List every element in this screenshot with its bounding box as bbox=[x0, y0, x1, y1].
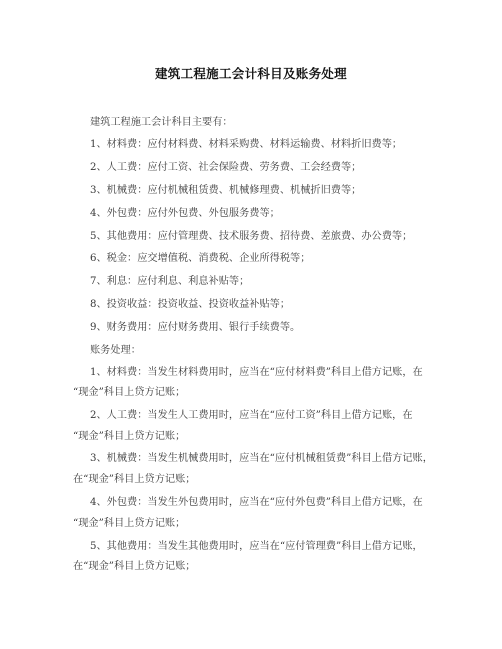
subject-item-2: 2、人工费：应付工资、社会保险费、劳务费、工会经费等； bbox=[90, 162, 362, 173]
intro-text: 建筑工程施工会计科目主要有： bbox=[90, 117, 233, 128]
subject-item-6: 6、税金：应交增值税、消费税、企业所得税等； bbox=[90, 253, 311, 264]
processing-item-2-line1: 2、人工费：当发生人工费用时，应当在“应付工资”科目上借方记账，在 bbox=[90, 410, 413, 421]
subject-item-5: 5、其他费用：应付管理费、技术服务费、招待费、差旅费、办公费等； bbox=[90, 231, 413, 242]
processing-item-1-line2: “现金”科目上贷方记账； bbox=[73, 387, 186, 398]
subject-item-9: 9、财务费用：应付财务费用、银行手续费等。 bbox=[90, 322, 301, 333]
processing-item-1-line1: 1、材料费：当发生材料费用时，应当在“应付材料费”科目上借方记账，在 bbox=[90, 367, 423, 378]
processing-item-5-line1: 5、其他费用：当发生其他费用时，应当在“应付管理费”科目上借方记账， bbox=[90, 541, 423, 552]
subject-item-4: 4、外包费：应付外包费、外包服务费等； bbox=[90, 208, 280, 219]
subject-item-7: 7、利息：应付利息、利息补贴等； bbox=[90, 276, 250, 287]
document-title: 建筑工程施工会计科目及账务处理 bbox=[154, 66, 347, 81]
processing-heading: 账务处理： bbox=[90, 345, 141, 356]
processing-item-5-line2: 在“现金”科目上贷方记账； bbox=[73, 561, 196, 572]
subject-item-8: 8、投资收益：投资收益、投资收益补贴等； bbox=[90, 299, 291, 310]
processing-item-3-line2: 在“现金”科目上贷方记账； bbox=[73, 474, 196, 485]
processing-item-2-line2: “现金”科目上贷方记账； bbox=[73, 431, 186, 442]
processing-item-4-line2: “现金”科目上贷方记账； bbox=[73, 518, 186, 529]
processing-item-4-line1: 4、外包费：当发生外包费用时，应当在“应付外包费”科目上借方记账，在 bbox=[90, 497, 423, 508]
processing-item-3-line1: 3、机械费：当发生机械费用时，应当在“应付机械租赁费”科目上借方记账， bbox=[90, 453, 433, 464]
subject-item-3: 3、机械费：应付机械租赁费、机械修理费、机械折旧费等； bbox=[90, 185, 362, 196]
subject-item-1: 1、材料费：应付材料费、材料采购费、材料运输费、材料折旧费等； bbox=[90, 139, 403, 150]
